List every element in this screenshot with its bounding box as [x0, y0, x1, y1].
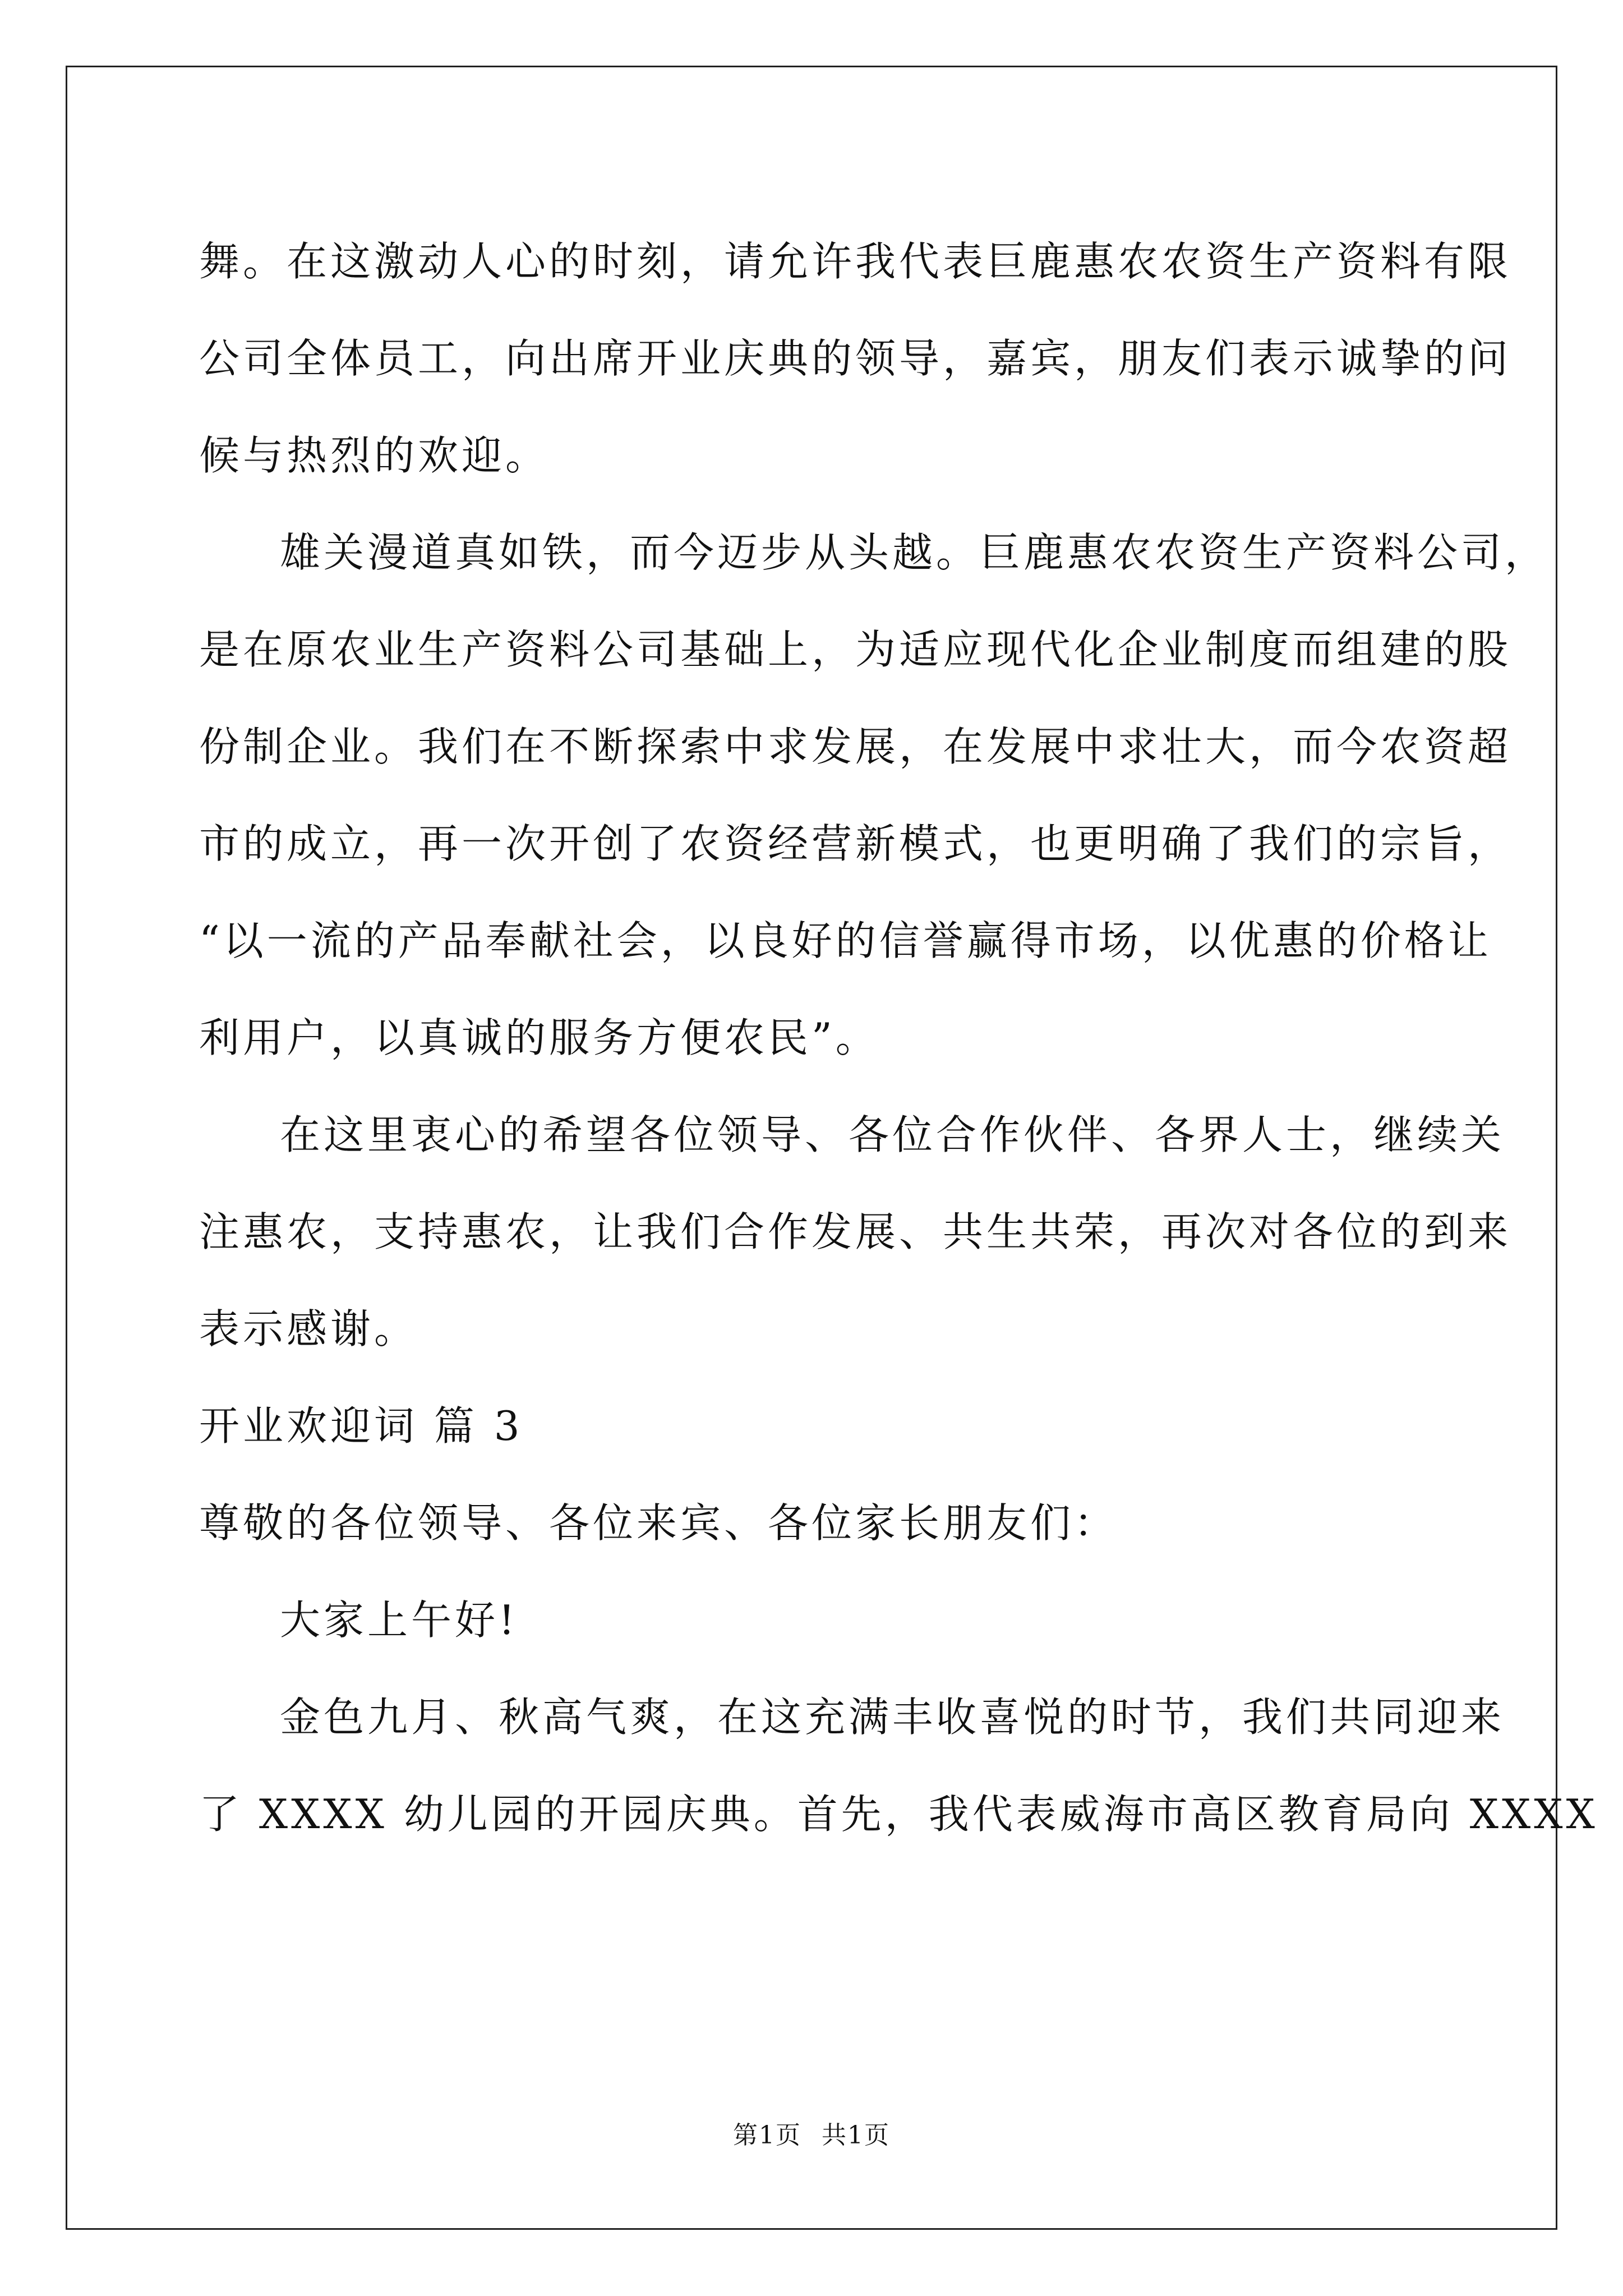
document-body [199, 213, 1598, 1863]
text-line: 金色九月、秋高气爽，在这充满丰收喜悦的时节，我们共同迎来 [280, 1694, 1505, 1741]
text-line: 候与热烈的欢迎。 [199, 432, 550, 479]
section-heading [199, 1378, 1433, 1475]
text-line: 表示感谢。 [199, 1305, 418, 1352]
text-line: 雄关漫道真如铁，而今迈步从头越。巨鹿惠农农资生产资料公司， [280, 529, 1549, 576]
text-line: 舞。在这激动人心的时刻，请允许我代表巨鹿惠农农资生产资料有限 [199, 238, 1512, 285]
text-line: 是在原农业生产资料公司基础上，为适应现代化企业制度而组建的股 [199, 626, 1512, 673]
text-line: 了 XXXX 幼儿园的开园庆典。首先，我代表威海市高区教育局向 XXXX [199, 1791, 1598, 1838]
text-line: “以一流的产品奉献社会，以良好的信誉赢得市场，以优惠的价格让 [199, 917, 1492, 964]
page-number-current: 第1页 [733, 2121, 801, 2150]
paragraph-3 [199, 1087, 1512, 1378]
salutation [199, 1475, 1433, 1572]
text-line: 注惠农，支持惠农，让我们合作发展、共生共荣，再次对各位的到来 [199, 1208, 1512, 1255]
text-line: 份制企业。我们在不断探索中求发展，在发展中求壮大，而今农资超 [199, 723, 1512, 770]
page-number-total: 共1页 [822, 2121, 890, 2150]
paragraph-1 [199, 213, 1512, 504]
salutation-text: 尊敬的各位领导、各位来宾、各位家长朋友们： [199, 1499, 1118, 1547]
text-line: 在这里衷心的希望各位领导、各位合作伙伴、各界人士，继续关 [280, 1111, 1505, 1158]
greeting [199, 1572, 1433, 1669]
paragraph-2 [199, 504, 1549, 1087]
greeting-text: 大家上午好! [280, 1596, 518, 1644]
paragraph-4 [199, 1669, 1598, 1863]
heading-text: 开业欢迎词 篇 3 [199, 1402, 523, 1450]
text-line: 利用户，以真诚的服务方便农民”。 [199, 1014, 879, 1061]
text-line: 公司全体员工，向出席开业庆典的领导，嘉宾，朋友们表示诚挚的问 [199, 335, 1512, 382]
text-line: 市的成立，再一次开创了农资经营新模式，也更明确了我们的宗旨， [199, 820, 1512, 867]
page-footer [0, 2115, 1623, 2151]
